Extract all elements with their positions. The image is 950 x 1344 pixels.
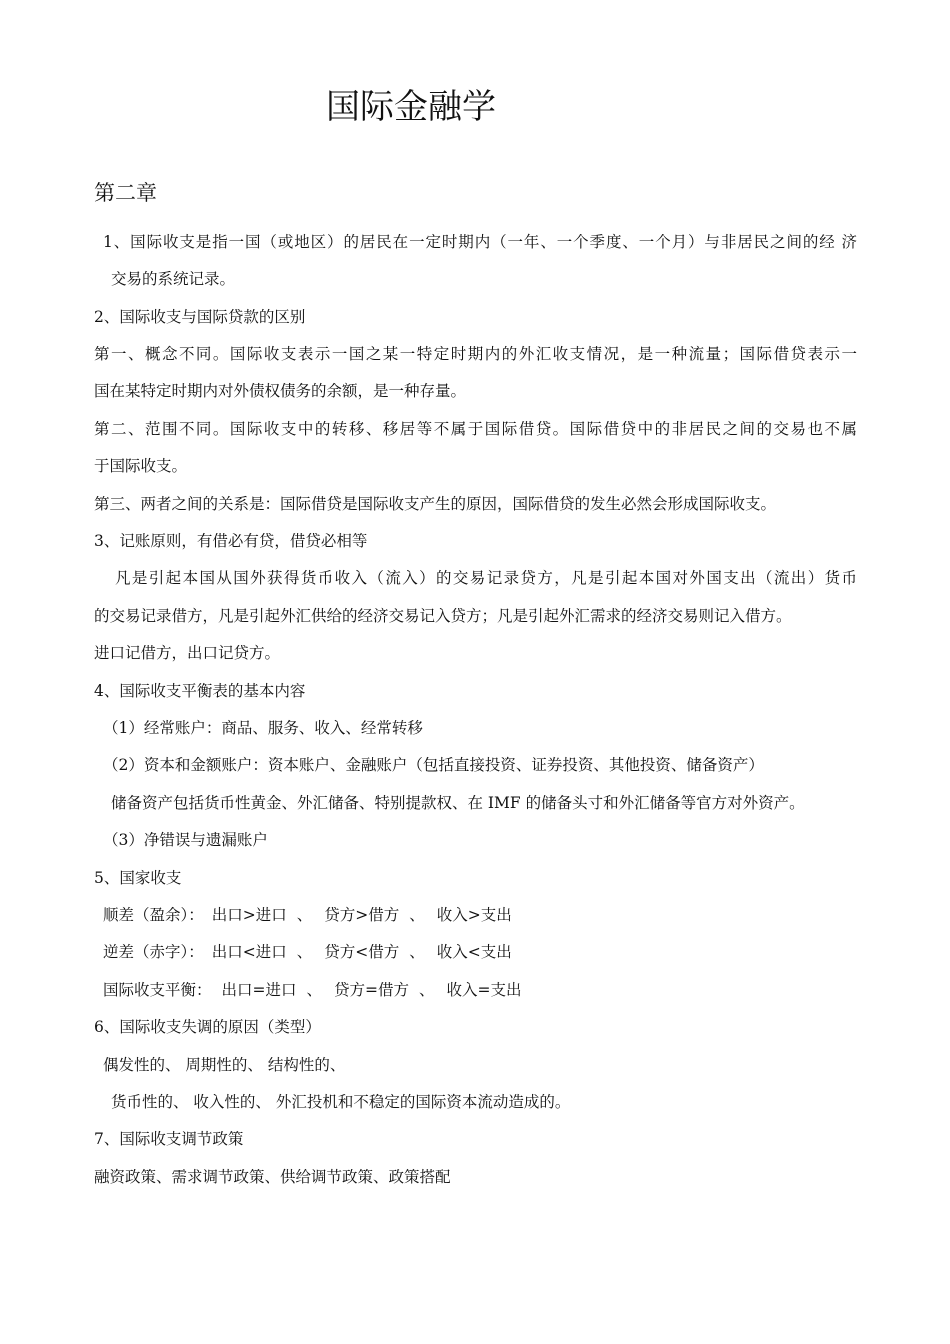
paragraph-line: 1、国际收支是指一国（或地区）的居民在一定时期内（一年、一个季度、一个月）与非居民之间的经 济 [103,233,857,251]
section-heading: 2、国际收支与国际贷款的区别 [94,308,306,326]
section-heading: 6、国际收支失调的原因（类型） [94,1018,321,1036]
row-term: 贷方<借方 [324,943,400,961]
separator: 、 [296,943,313,961]
paragraph-line: 融资政策、需求调节政策、供给调节政策、政策搭配 [94,1168,451,1186]
separator: 、 [306,981,323,999]
row-term: 出口>进口 [211,906,287,924]
row-term: 出口<进口 [211,943,287,961]
separator: 、 [419,981,435,999]
paragraph-line: 第三、两者之间的关系是：国际借贷是国际收支产生的原因，国际借贷的发生必然会形成国际收支。 [94,495,777,513]
balance-row-surplus [103,904,512,926]
paragraph-line: 于国际收支。 [94,457,188,475]
row-label: 顺差（盈余）： [103,906,204,924]
row-term: 收入>支出 [436,906,512,924]
balance-row-deficit [103,941,512,963]
paragraph-line: 交易的系统记录。 [111,270,236,288]
separator: 、 [409,943,425,961]
row-term: 贷方>借方 [324,906,400,924]
document-title: 国际金融学 [326,87,496,127]
balance-row-equilibrium [103,979,522,1001]
paragraph-line: 货币性的、 收入性的、 外汇投机和不稳定的国际资本流动造成的。 [111,1093,571,1111]
paragraph-line: 进口记借方，出口记贷方。 [94,644,281,662]
row-term: 收入<支出 [436,943,512,961]
row-label: 国际收支平衡： [103,981,212,999]
chapter-heading: 第二章 [94,181,157,205]
row-term: 收入=支出 [446,981,522,999]
list-item: （3）净错误与遗漏账户 [103,831,268,849]
section-heading: 3、记账原则，有借必有贷，借贷必相等 [94,532,368,550]
row-label: 逆差（赤字）： [103,943,204,961]
section-heading: 7、国际收支调节政策 [94,1130,244,1148]
paragraph-line: 凡是引起本国从国外获得货币收入（流入）的交易记录贷方，凡是引起本国对外国支出（流出）货币 [115,569,857,587]
paragraph-line: 储备资产包括货币性黄金、外汇储备、特别提款权、在 IMF 的储备头寸和外汇储备等官方对外资产。 [111,794,805,812]
paragraph-line: 国在某特定时期内对外债权债务的余额，是一种存量。 [94,382,467,400]
list-item: （2）资本和金额账户：资本账户、金融账户（包括直接投资、证券投资、其他投资、储备资产） [103,756,764,774]
row-term: 出口=进口 [221,981,297,999]
separator: 、 [296,906,313,924]
section-heading: 5、国家收支 [94,869,182,887]
paragraph-line: 第二、范围不同。国际收支中的转移、移居等不属于国际借贷。国际借贷中的非居民之间的交易也不属 [94,420,857,438]
list-item: （1）经常账户：商品、服务、收入、经常转移 [103,719,423,737]
paragraph-line: 的交易记录借方，凡是引起外汇供给的经济交易记入贷方；凡是引起外汇需求的经济交易则记入借方。 [94,607,792,625]
section-heading: 4、国际收支平衡表的基本内容 [94,682,306,700]
paragraph-line: 第一、概念不同。国际收支表示一国之某一特定时期内的外汇收支情况，是一种流量；国际借贷表示一 [94,345,857,363]
row-term: 贷方=借方 [334,981,410,999]
paragraph-line: 偶发性的、 周期性的、 结构性的、 [103,1056,346,1074]
separator: 、 [409,906,425,924]
